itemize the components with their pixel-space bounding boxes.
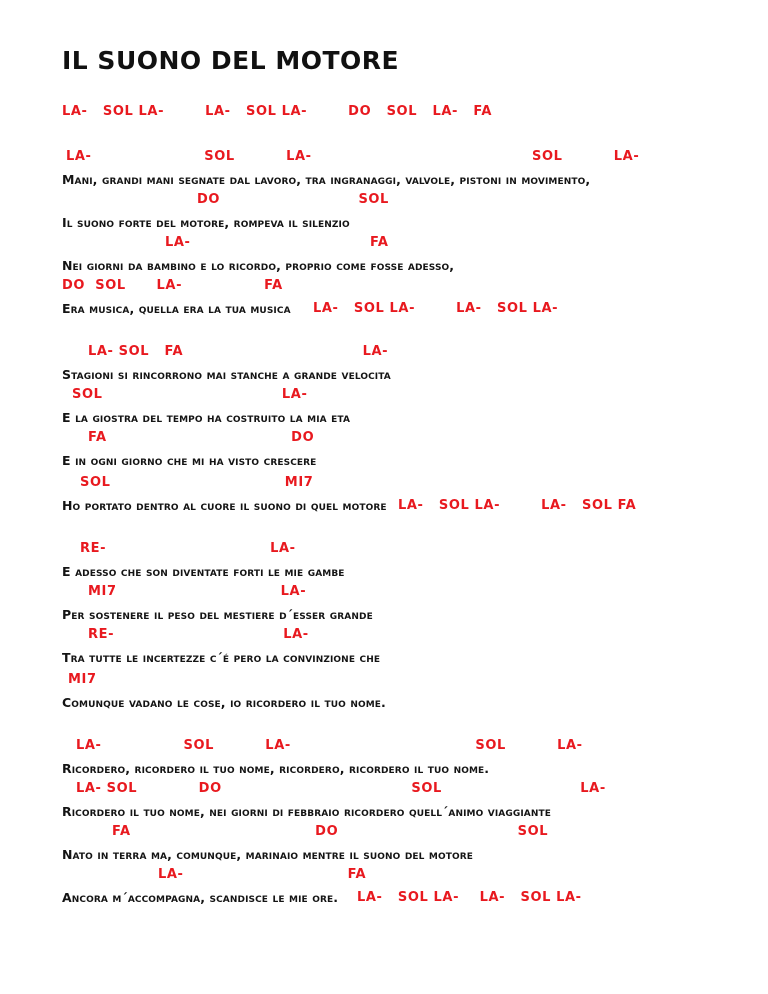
verse4-chords-4: LA- FA — [158, 867, 367, 882]
verse2-chords-3: FA DO — [88, 430, 315, 445]
verse1-chords-3: LA- FA — [165, 235, 389, 250]
verse1-chords-1: LA- SOL LA- SOL LA- — [66, 149, 640, 164]
verse2-lyric-2: E la giostra del tempo ha costruito la mia eta — [62, 410, 351, 425]
verse2-lyric-4: Ho portato dentro al cuore il suono di quel motore — [62, 498, 387, 513]
verse1-chords-4: DO SOL LA- FA — [62, 278, 283, 293]
verse2-lyric-3: E in ogni giorno che mi ha visto crescere — [62, 453, 317, 468]
verse3-lyric-1: E adesso che son diventate forti le mie gambe — [62, 564, 345, 579]
verse2-chords-1: LA- SOL FA LA- — [88, 344, 389, 359]
verse2-inline-chords: LA- SOL LA- LA- SOL FA — [398, 498, 637, 513]
verse3-lyric-4: Comunque vadano le cose, io ricordero il tuo nome. — [62, 695, 386, 710]
verse1-lyric-1: Mani, grandi mani segnate dal lavoro, tra ingranaggi, valvole, pistoni in movimento, — [62, 172, 591, 187]
verse4-inline-chords: LA- SOL LA- LA- SOL LA- — [357, 890, 582, 905]
song-title: IL SUONO DEL MOTORE — [62, 46, 400, 75]
verse2-lyric-1: Stagioni si rincorrono mai stanche a grande velocita — [62, 367, 391, 382]
verse4-lyric-4: Ancora m´accompagna, scandisce le mie ore. — [62, 890, 339, 905]
verse4-lyric-2: Ricordero il tuo nome, nei giorni di febbraio ricordero quell´animo viaggiante — [62, 804, 551, 819]
verse2-chords-4: SOL MI7 — [80, 475, 314, 490]
verse4-lyric-1: Ricordero, ricordero il tuo nome, ricordero, ricordero il tuo nome. — [62, 761, 490, 776]
verse3-chords-2: MI7 LA- — [88, 584, 307, 599]
intro-chords: LA- SOL LA- LA- SOL LA- DO SOL LA- FA — [62, 104, 493, 119]
verse4-lyric-3: Nato in terra ma, comunque, marinaio mentre il suono del motore — [62, 847, 473, 862]
verse3-chords-4: MI7 — [68, 672, 97, 687]
verse4-chords-1: LA- SOL LA- SOL LA- — [76, 738, 583, 753]
verse1-lyric-2: Il suono forte del motore, rompeva il silenzio — [62, 215, 350, 230]
verse3-chords-3: RE- LA- — [88, 627, 309, 642]
verse2-chords-2: SOL LA- — [72, 387, 308, 402]
verse4-chords-2: LA- SOL DO SOL LA- — [76, 781, 606, 796]
verse1-lyric-3: Nei giorni da bambino e lo ricordo, proprio come fosse adesso, — [62, 258, 455, 273]
verse1-chords-2: DO SOL — [197, 192, 389, 207]
verse3-lyric-2: Per sostenere il peso del mestiere d´esser grande — [62, 607, 373, 622]
verse4-chords-3: FA DO SOL — [112, 824, 549, 839]
verse3-chords-1: RE- LA- — [80, 541, 296, 556]
verse3-lyric-3: Tra tutte le incertezze c´é pero la convinzione che — [62, 650, 381, 665]
verse1-lyric-4: Era musica, quella era la tua musica — [62, 301, 291, 316]
verse1-inline-chords: LA- SOL LA- LA- SOL LA- — [313, 301, 559, 316]
